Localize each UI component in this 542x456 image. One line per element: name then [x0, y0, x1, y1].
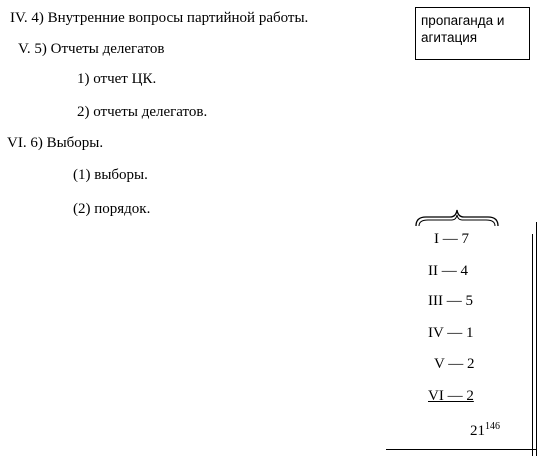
agenda-item-6: VI. 6) Выборы. — [7, 135, 104, 151]
tally-row-underlined: VI — 2 — [428, 388, 474, 404]
bottom-border-line — [386, 449, 537, 450]
tally-total-value: 21 — [470, 423, 485, 439]
agenda-item-4: IV. 4) Внутренние вопросы партийной работы. — [10, 10, 309, 26]
tally-row: V — 2 — [434, 356, 475, 372]
agenda-subitem-cc-report: 1) отчет ЦК. — [77, 71, 157, 87]
agenda-subitem-procedure: (2) порядок. — [73, 201, 151, 217]
margin-note-box — [415, 7, 530, 60]
agenda-subitem-elections: (1) выборы. — [73, 167, 148, 183]
tally-total — [470, 418, 500, 440]
tally-row: II — 4 — [428, 263, 468, 279]
tally-row: III — 5 — [428, 293, 473, 309]
right-border-inner-line — [532, 234, 533, 456]
margin-note-text: пропаганда и агитация — [421, 13, 505, 45]
agenda-subitem-delegate-reports: 2) отчеты делегатов. — [77, 104, 208, 120]
footnote-marker: 146 — [485, 421, 500, 432]
right-border-outer-line — [536, 222, 537, 456]
curly-brace-icon — [414, 208, 500, 228]
tally-row: I — 7 — [434, 231, 469, 247]
tally-row: IV — 1 — [428, 325, 474, 341]
agenda-item-5: V. 5) Отчеты делегатов — [18, 41, 165, 57]
